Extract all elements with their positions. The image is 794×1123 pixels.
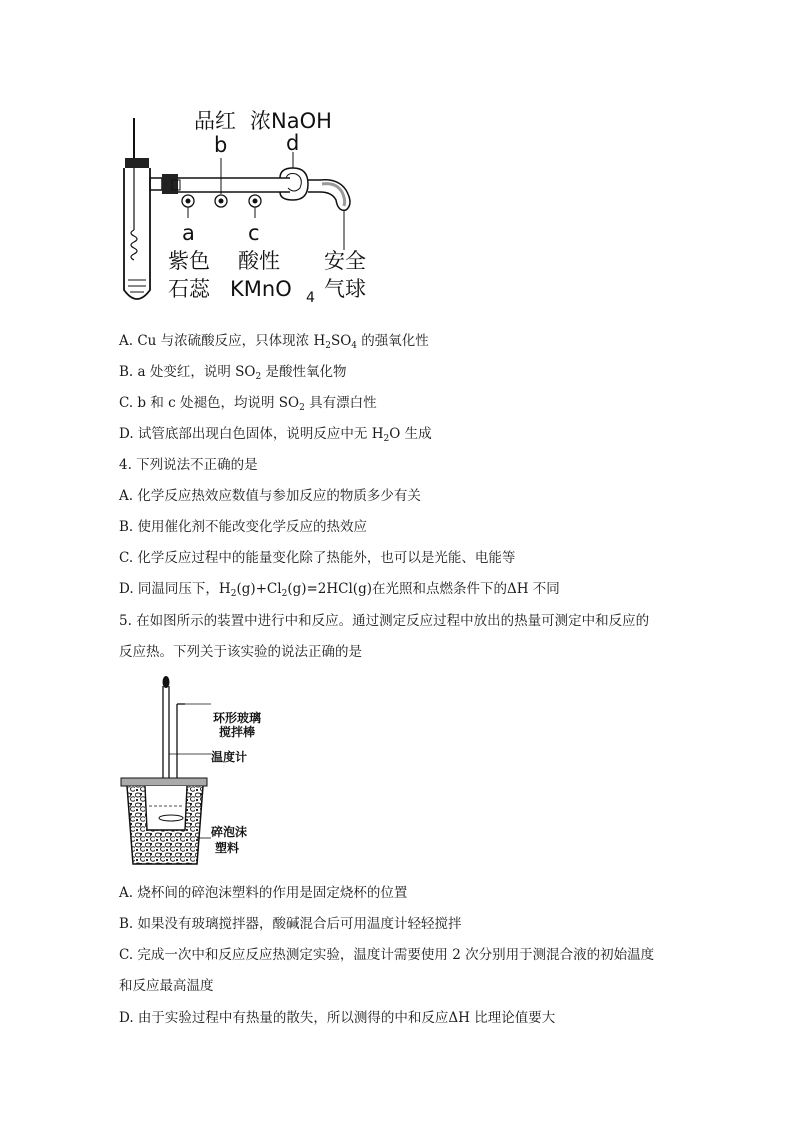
label-litmus-2: 石蕊 bbox=[168, 277, 210, 301]
label-stirrer-1: 环形玻璃 bbox=[213, 711, 262, 725]
letter-c: c bbox=[248, 221, 260, 245]
q5-stem-line1: 5. 在如图所示的装置中进行中和反应。通过测定反应过程中放出的热量可测定中和反应的 bbox=[119, 613, 650, 629]
label-naoh: 浓NaOH bbox=[250, 109, 332, 133]
label-foam-2: 塑料 bbox=[215, 841, 240, 855]
q4-stem: 4. 下列说法不正确的是 bbox=[119, 457, 258, 473]
letter-d: d bbox=[286, 131, 300, 155]
q3-option-b: B. a 处变红，说明 $SO_2$ 是酸性氧化物 bbox=[119, 364, 347, 382]
q3-option-c: C. b 和 c 处褪色，均说明 $SO_2$ 具有漂白性 bbox=[119, 395, 377, 413]
label-kmno4-2: KMnO bbox=[230, 277, 292, 301]
letter-b: b bbox=[214, 133, 228, 157]
label-balloon-2: 气球 bbox=[324, 277, 366, 301]
q4-option-a: A. 化学反应热效应数值与参加反应的物质多少有关 bbox=[119, 488, 421, 504]
q5-option-c-line1: C. 完成一次中和反应反应热测定实验，温度计需要使用 2 次分别用于测混合液的初始温度 bbox=[119, 947, 655, 963]
label-foam-1: 碎泡沫 bbox=[211, 825, 248, 839]
label-stirrer-2: 搅拌棒 bbox=[219, 725, 256, 739]
q5-stem-line2: 反应热。下列关于该实验的说法正确的是 bbox=[119, 644, 362, 660]
label-litmus-1: 紫色 bbox=[168, 249, 210, 273]
q5-option-b: B. 如果没有玻璃搅拌器，酸碱混合后可用温度计轻轻搅拌 bbox=[119, 916, 462, 932]
q5-option-a: A. 烧杯间的碎泡沫塑料的作用是固定烧杯的位置 bbox=[119, 885, 408, 901]
label-pinhong: 品红 bbox=[194, 109, 236, 133]
so2-apparatus-figure bbox=[110, 100, 390, 310]
q3-option-d: D. 试管底部出现白色固体，说明反应中无 $H_2O$ 生成 bbox=[119, 426, 432, 444]
label-balloon-1: 安全 bbox=[324, 249, 366, 273]
calorimeter-figure bbox=[115, 672, 315, 872]
q5-option-c-line2: 和反应最高温度 bbox=[119, 978, 214, 994]
q4-option-b: B. 使用催化剂不能改变化学反应的热效应 bbox=[119, 519, 368, 535]
q4-option-d: D. 同温同压下，$H_2(g)+Cl_2(g)=2HCl(g)$在光照和点燃条件下的ΔH 不同 bbox=[119, 581, 560, 599]
q3-option-a: A. Cu 与浓硫酸反应，只体现浓 $H_2SO_4$ 的强氧化性 bbox=[119, 333, 429, 351]
label-thermometer: 温度计 bbox=[211, 750, 248, 764]
q4-option-c: C. 化学反应过程中的能量变化除了热能外，也可以是光能、电能等 bbox=[119, 550, 516, 566]
q5-option-d: D. 由于实验过程中有热量的散失，所以测得的中和反应ΔH 比理论值要大 bbox=[119, 1010, 556, 1026]
letter-a: a bbox=[182, 221, 195, 245]
label-kmno4-sub: 4 bbox=[306, 290, 315, 306]
label-kmno4-1: 酸性 bbox=[238, 249, 280, 273]
